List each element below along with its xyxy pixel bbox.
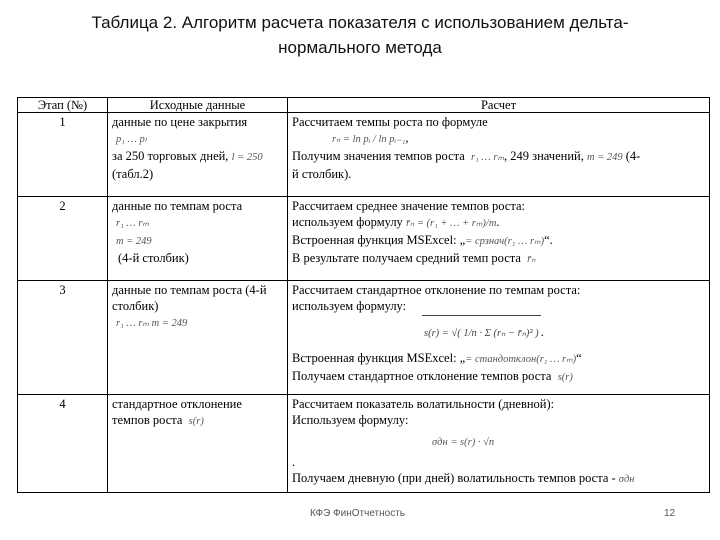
source-cell [108,113,288,197]
source-cell [108,281,288,395]
calc-text: Получим значения темпов роста [292,149,465,163]
title-line-2: нормального метода [278,38,442,57]
formula-r-range: r₁ … rₘ [116,218,149,229]
calc-text: (4- [625,149,641,163]
calc-text: Получаем стандартное отклонение темпов роста [292,369,552,383]
source-text: данные по цене закрытия [112,115,248,129]
calc-text: В результате получаем средний темп роста [292,251,521,265]
calc-text: “. [544,233,553,247]
calc-text: Встроенная функция MSExcel: „ [292,351,466,365]
source-text: столбик) [112,299,159,313]
page-title [0,10,720,60]
formula-growth: rₙ = ln pᵢ / ln pᵢ₋₁ [332,134,406,145]
source-text: (4-й столбик) [118,251,189,265]
calc-text: , 249 значений, [504,149,584,163]
header-stage: Этап (№) [18,98,108,113]
page-number: 12 [664,508,676,519]
header-calc: Расчет [288,98,710,113]
header-source: Исходные данные [108,98,288,113]
formula-l: l = 250 [231,152,263,163]
source-text: (табл.2) [112,167,154,181]
table-row [18,197,710,281]
formula-excel-mean: = срзнач(r₁ … rₘ) [465,236,545,247]
formula-excel-stddev: = стандотклон(r₁ … rₘ) [465,354,577,365]
calc-text: Получаем дневную (при дней) волатильность темпов роста - [292,471,616,485]
calc-text: Рассчитаем темпы роста по формуле [292,115,488,129]
formula-r-range: r₁ … rₘ m = 249 [116,318,188,329]
title-line-1: Таблица 2. Алгоритм расчета показателя с использованием дельта- [91,13,629,32]
source-text: данные по темпам роста [112,199,243,213]
table-row [18,113,710,197]
calc-text: используем формулу [292,215,403,229]
calc-text: . [496,215,500,229]
stage-cell: 4 [18,395,108,493]
calc-cell [288,113,710,197]
formula-m: m = 249 [116,236,152,247]
calc-text: “ [576,351,582,365]
calc-text: Используем формулу: [292,413,409,427]
formula-m: m = 249 [586,152,623,163]
footer-label: КФЭ ФинОтчетность [310,508,406,519]
source-text: стандартное отклонение [112,397,242,411]
table-header-row [18,98,710,113]
formula-r-range: r₁ … rₘ [471,152,504,163]
table-row [18,281,710,395]
formula-mean: r̄ₙ = (r₁ + … + rₘ)/m [405,218,497,229]
source-text: данные по темпам роста (4-й [112,283,267,297]
calc-text: . [292,455,296,469]
calc-text: . [540,325,544,339]
calc-text: Рассчитаем стандартное отклонение по темпам роста: [292,283,581,297]
source-cell [108,197,288,281]
calc-text: , [405,131,409,145]
calc-text: Рассчитаем среднее значение темпов роста: [292,199,525,213]
calc-text: используем формулу: [292,299,407,313]
calc-cell [288,395,710,493]
formula-volatility-symbol: σдн [618,474,635,485]
stage-cell: 2 [18,197,108,281]
algorithm-table [17,97,710,493]
formula-stddev-symbol: s(r) [557,372,573,383]
source-text: темпов роста [112,413,183,427]
source-text: за 250 торговых дней, [112,149,229,163]
calc-text: Встроенная функция MSExcel: „ [292,233,466,247]
stage-cell: 3 [18,281,108,395]
calc-text: Рассчитаем показатель волатильности (дневной): [292,397,555,411]
calc-cell [288,197,710,281]
formula-prices: p₁ … pₗ [116,134,147,145]
formula-stddev: s(r) = √( 1/n · Σ (rₙ − r̄ₙ)² ) [422,315,541,352]
calc-text: й столбик). [292,167,352,181]
calc-cell [288,281,710,395]
table-row [18,395,710,493]
formula-stddev-symbol: s(r) [188,416,204,427]
formula-mean-symbol: r̄ₙ [527,254,536,265]
source-cell [108,395,288,493]
stage-cell: 1 [18,113,108,197]
formula-volatility: σдн = s(r) · √n [432,437,495,448]
